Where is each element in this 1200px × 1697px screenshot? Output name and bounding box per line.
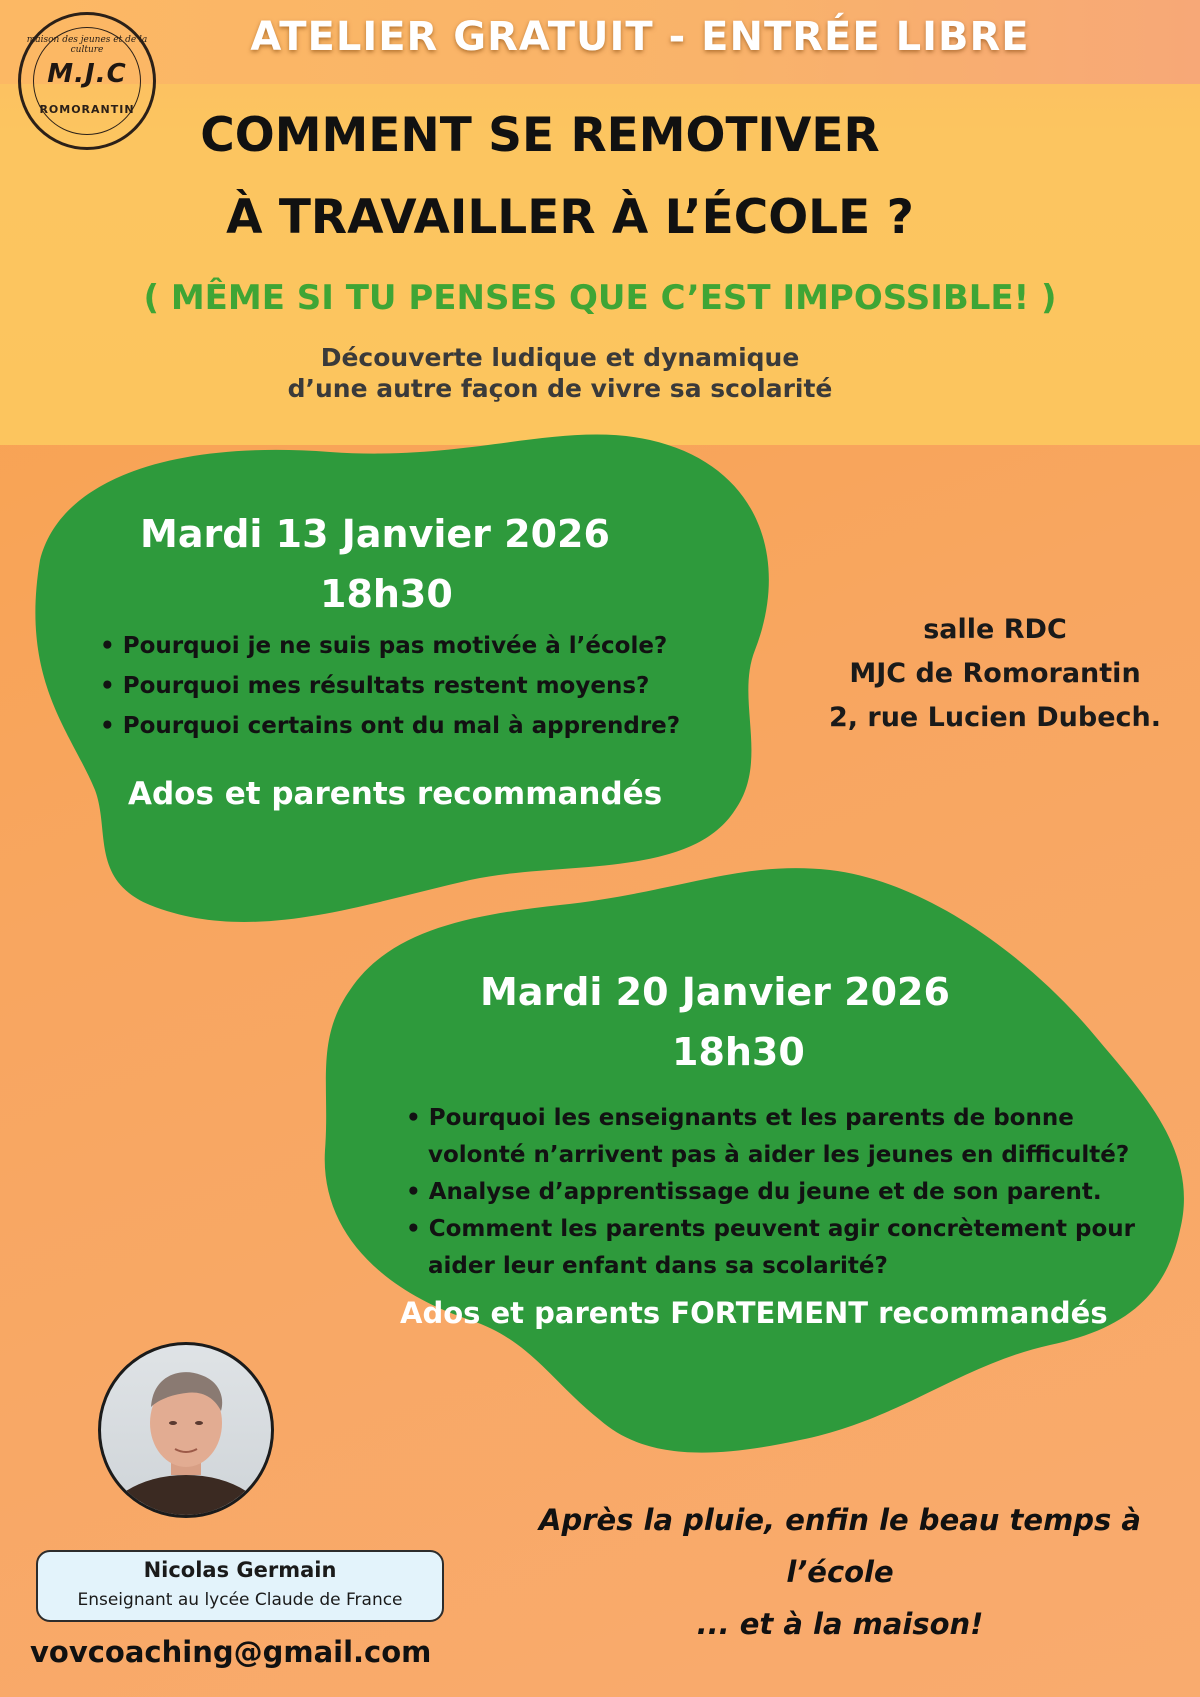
subtitle: ( MÊME SI TU PENSES QUE C’EST IMPOSSIBLE! ) xyxy=(143,278,1057,318)
presenter-photo xyxy=(98,1342,274,1518)
presenter-name: Nicolas Germain xyxy=(143,1558,337,1582)
list-item: • Pourquoi les enseignants et les parents de bonne volonté n’arrivent pas à aider les jeunes en difficulté? xyxy=(406,1100,1146,1174)
session2-date: Mardi 20 Janvier 2026 xyxy=(480,970,950,1014)
list-item: • Pourquoi je ne suis pas motivée à l’école? xyxy=(100,626,680,666)
session1-date: Mardi 13 Janvier 2026 xyxy=(140,512,610,556)
logo-city: ROMORANTIN xyxy=(39,103,135,116)
slogan-line1: Après la pluie, enfin le beau temps à l’école xyxy=(539,1503,1141,1589)
logo-tagline: maison des jeunes et de la culture xyxy=(26,35,148,55)
presenter-portrait-icon xyxy=(101,1345,271,1515)
logo-name: M.J.C xyxy=(47,59,127,89)
description-line2: d’une autre façon de vivre sa scolarité xyxy=(287,374,833,403)
presenter-card xyxy=(36,1550,444,1622)
description-line1: Découverte ludique et dynamique xyxy=(320,343,800,372)
session2-time: 18h30 xyxy=(672,1030,805,1074)
list-item: • Comment les parents peuvent agir concrètement pour aider leur enfant dans sa scolarité? xyxy=(406,1211,1146,1285)
venue-info xyxy=(810,608,1180,740)
list-item: • Pourquoi mes résultats restent moyens? xyxy=(100,666,680,706)
main-title-line2: À TRAVAILLER À L’ÉCOLE ? xyxy=(226,190,914,245)
main-title-line1: COMMENT SE REMOTIVER xyxy=(200,108,880,163)
session1-points xyxy=(100,626,680,746)
slogan-line2: ... et à la maison! xyxy=(696,1607,984,1641)
slogan xyxy=(490,1494,1190,1650)
session2-points xyxy=(406,1100,1146,1285)
session2-audience: Ados et parents FORTEMENT recommandés xyxy=(400,1296,1108,1330)
venue-room: salle RDC xyxy=(923,614,1067,645)
session1-time: 18h30 xyxy=(320,572,453,616)
banner-title: ATELIER GRATUIT - ENTRÉE LIBRE xyxy=(250,14,1030,60)
list-item: • Pourquoi certains ont du mal à apprendre? xyxy=(100,706,680,746)
contact-email[interactable]: vovcoaching@gmail.com xyxy=(30,1635,432,1669)
venue-address: 2, rue Lucien Dubech. xyxy=(828,702,1162,733)
presenter-role: Enseignant au lycée Claude de France xyxy=(77,1590,403,1610)
session1-audience: Ados et parents recommandés xyxy=(128,776,663,812)
list-item: • Analyse d’apprentissage du jeune et de son parent. xyxy=(406,1174,1146,1211)
venue-name: MJC de Romorantin xyxy=(849,658,1141,689)
